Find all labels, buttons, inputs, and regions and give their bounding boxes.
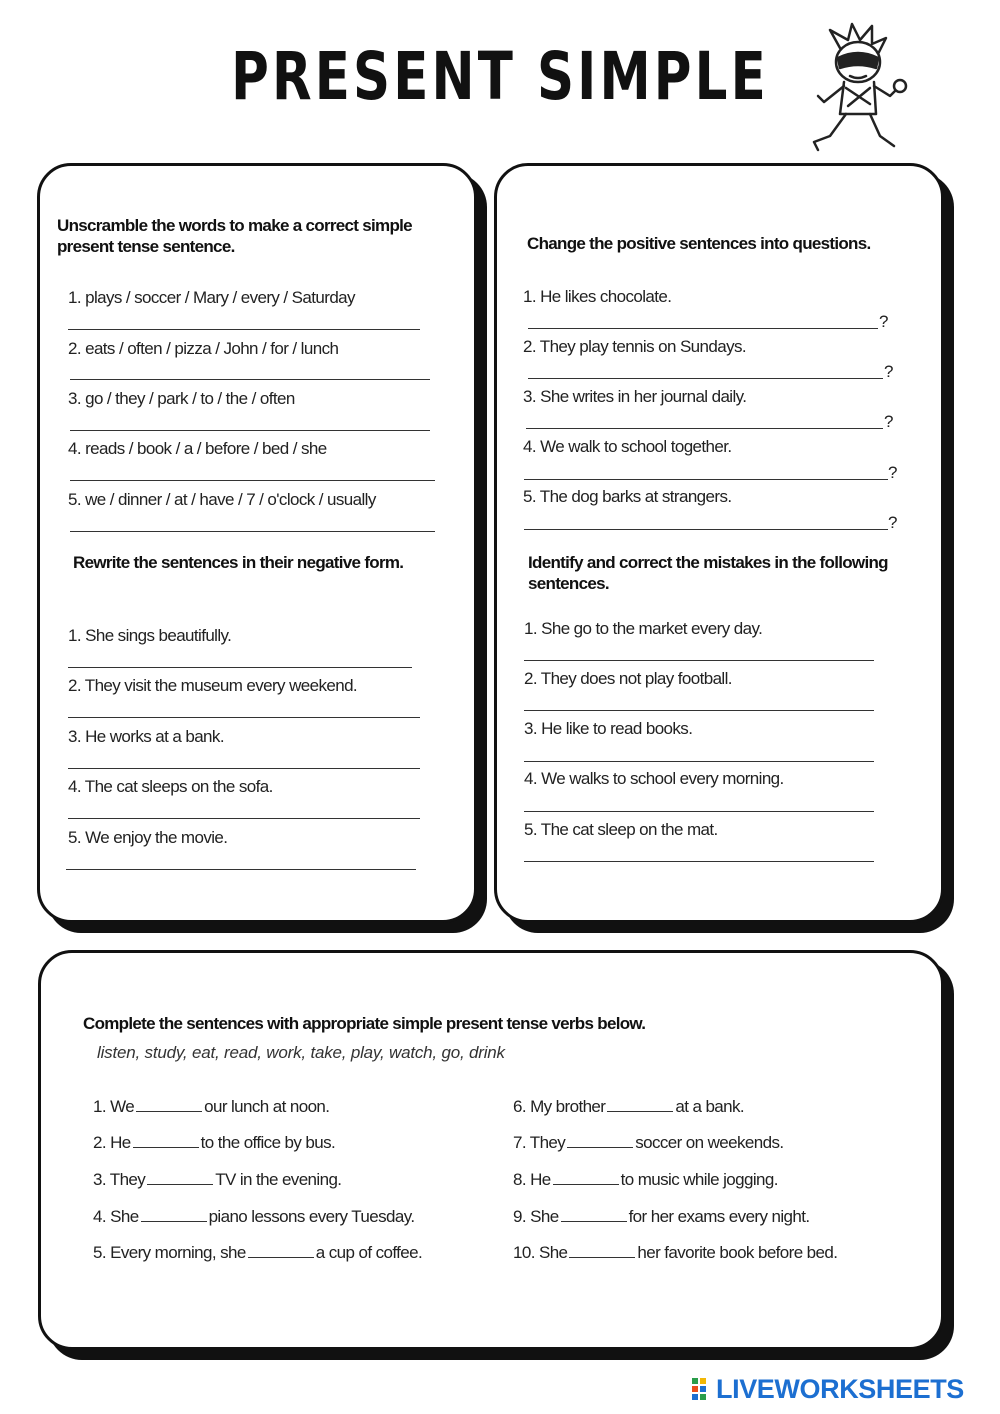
verb-bank: listen, study, eat, read, work, take, play, watch, go, drink: [97, 1043, 505, 1062]
list-item: 5. Every morning, she a cup of coffee.: [93, 1243, 423, 1262]
answer-line[interactable]: [524, 529, 888, 530]
answer-line[interactable]: [524, 761, 874, 762]
mistakes-heading: Identify and correct the mistakes in the following sentences.: [528, 553, 888, 593]
list-item: 2. They does not play football.: [524, 669, 732, 688]
list-item: 2. They play tennis on Sundays.: [523, 337, 747, 356]
list-item: 5. We enjoy the movie.: [68, 828, 228, 847]
list-item: 4. We walks to school every morning.: [524, 769, 784, 788]
fill-blank[interactable]: [147, 1184, 213, 1185]
answer-line[interactable]: [524, 861, 874, 862]
answer-line[interactable]: [526, 428, 883, 429]
list-item: 5. we / dinner / at / have / 7 / o'clock / usually: [68, 490, 376, 509]
list-item: 3. She writes in her journal daily.: [523, 387, 747, 406]
list-item: 1. She go to the market every day.: [524, 619, 763, 638]
answer-line[interactable]: [70, 379, 430, 380]
right-panel: [494, 163, 944, 923]
list-item: 6. My brother at a bank.: [513, 1097, 745, 1116]
answer-line[interactable]: [68, 717, 420, 718]
left-panel: [37, 163, 477, 923]
question-mark: ?: [888, 513, 898, 532]
fill-blank[interactable]: [607, 1111, 673, 1112]
list-item: 1. We our lunch at noon.: [93, 1097, 330, 1116]
list-item: 4. We walk to school together.: [523, 437, 732, 456]
question-mark: ?: [884, 362, 894, 381]
answer-line[interactable]: [70, 480, 435, 481]
fill-blank[interactable]: [569, 1257, 635, 1258]
fill-blank[interactable]: [248, 1257, 314, 1258]
questions-heading: Change the positive sentences into questions.: [527, 234, 871, 253]
fill-blank[interactable]: [567, 1147, 633, 1148]
answer-line[interactable]: [66, 869, 416, 870]
answer-line[interactable]: [524, 660, 874, 661]
list-item: 2. They visit the museum every weekend.: [68, 676, 358, 695]
list-item: 4. She piano lessons every Tuesday.: [93, 1207, 415, 1226]
list-item: 5. The dog barks at strangers.: [523, 487, 732, 506]
list-item: 3. go / they / park / to / the / often: [68, 389, 295, 408]
answer-line[interactable]: [528, 328, 878, 329]
answer-line[interactable]: [68, 818, 420, 819]
list-item: 3. He like to read books.: [524, 719, 693, 738]
answer-line[interactable]: [528, 378, 883, 379]
list-item: 4. The cat sleeps on the sofa.: [68, 777, 273, 796]
answer-line[interactable]: [68, 329, 420, 330]
list-item: 3. He works at a bank.: [68, 727, 224, 746]
liveworksheets-brand[interactable]: LIVEWORKSHEETS: [716, 1374, 964, 1404]
negative-heading: Rewrite the sentences in their negative form.: [73, 553, 404, 572]
answer-line[interactable]: [70, 531, 435, 532]
list-item: 8. He to music while jogging.: [513, 1170, 778, 1189]
answer-line[interactable]: [70, 430, 430, 431]
list-item: 1. He likes chocolate.: [523, 287, 672, 306]
fill-blank[interactable]: [561, 1221, 627, 1222]
question-mark: ?: [888, 463, 898, 482]
question-mark: ?: [884, 412, 894, 431]
list-item: 2. He to the office by bus.: [93, 1133, 336, 1152]
list-item: 5. The cat sleep on the mat.: [524, 820, 718, 839]
fill-blank[interactable]: [553, 1184, 619, 1185]
answer-line[interactable]: [524, 479, 888, 480]
superhero-mascot-icon: [800, 18, 920, 156]
fill-blank[interactable]: [133, 1147, 199, 1148]
unscramble-heading: Unscramble the words to make a correct simple present tense sentence.: [57, 216, 412, 256]
liveworksheets-logo-icon: [692, 1378, 714, 1404]
list-item: 7. They soccer on weekends.: [513, 1133, 784, 1152]
answer-line[interactable]: [68, 667, 412, 668]
answer-line[interactable]: [524, 811, 874, 812]
fill-blank[interactable]: [141, 1221, 207, 1222]
answer-line[interactable]: [68, 768, 420, 769]
page-title: PRESENT SIMPLE: [231, 38, 769, 115]
list-item: 1. plays / soccer / Mary / every / Saturday: [68, 288, 355, 307]
complete-heading: Complete the sentences with appropriate simple present tense verbs below.: [83, 1014, 646, 1033]
question-mark: ?: [879, 312, 889, 331]
list-item: 2. eats / often / pizza / John / for / lunch: [68, 339, 339, 358]
answer-line[interactable]: [524, 710, 874, 711]
list-item: 4. reads / book / a / before / bed / she: [68, 439, 327, 458]
list-item: 3. They TV in the evening.: [93, 1170, 342, 1189]
fill-blank[interactable]: [136, 1111, 202, 1112]
list-item: 1. She sings beautifully.: [68, 626, 232, 645]
list-item: 9. She for her exams every night.: [513, 1207, 810, 1226]
list-item: 10. She her favorite book before bed.: [513, 1243, 838, 1262]
